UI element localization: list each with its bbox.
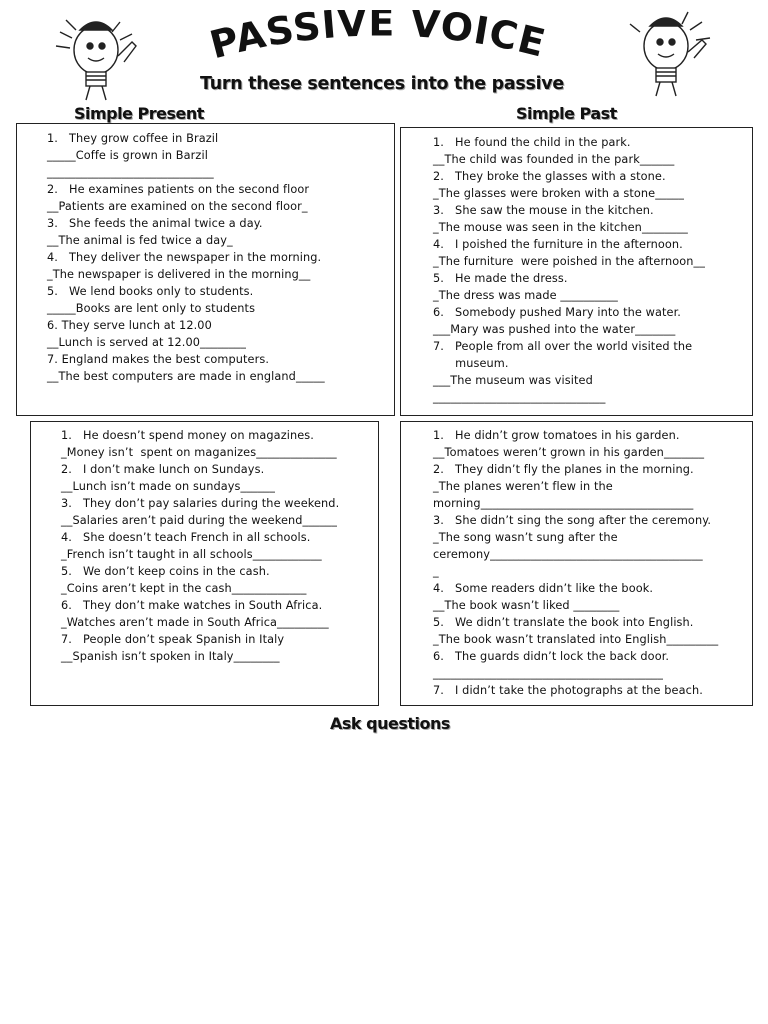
exercise-line: 5. We didn’t translate the book into English. [433,616,694,629]
exercise-line: ___Mary was pushed into the water_______ [433,323,676,336]
exercise-list [433,134,752,406]
exercise-line: __Lunch isn’t made on sundays______ [61,480,276,493]
exercise-line: _____________________________ [47,166,214,179]
exercise-list [61,427,378,665]
exercise-line: __Tomatoes weren’t grown in his garden_______ [433,446,705,459]
exercise-line: __The animal is fed twice a day_ [47,234,233,247]
exercise-line: 3. They don’t pay salaries during the weekend. [61,497,340,510]
exercise-line: _Coins aren’t kept in the cash_____________ [61,582,307,595]
exercise-line: 2. They broke the glasses with a stone. [433,170,666,183]
exercise-list [433,427,752,699]
exercise-line: __Spanish isn’t spoken in Italy________ [61,650,280,663]
exercise-line: _The newspaper is delivered in the morning__ [47,268,311,281]
exercise-line: 1. He found the child in the park. [433,136,631,149]
exercise-line: _The planes weren’t flew in the [433,480,613,493]
exercise-line: 2. They didn’t fly the planes in the morning. [433,463,694,476]
exercise-line: 6. They don’t make watches in South Africa. [61,599,323,612]
heading-simple-present: Simple Present [74,104,204,123]
exercise-line: 3. She didn’t sing the song after the ceremony. [433,514,712,527]
exercise-box-past-negative [400,421,753,706]
exercise-list [47,130,394,385]
exercise-line: _The glasses were broken with a stone_____ [433,187,684,200]
exercise-line: 2. I don’t make lunch on Sundays. [61,463,265,476]
exercise-line: 7. England makes the best computers. [47,353,270,366]
exercise-line: ceremony_____________________________________ [433,548,703,561]
exercise-line: _Watches aren’t made in South Africa_________ [61,616,329,629]
exercise-line: 3. She feeds the animal twice a day. [47,217,263,230]
exercise-line: __Patients are examined on the second floor_ [47,200,308,213]
heading-simple-past: Simple Past [516,104,617,123]
exercise-line: 1. He doesn’t spend money on magazines. [61,429,314,442]
exercise-line: 7. People don’t speak Spanish in Italy [61,633,285,646]
exercise-line: 6. They serve lunch at 12.00 [47,319,212,332]
exercise-line: 6. Somebody pushed Mary into the water. [433,306,681,319]
exercise-line: __Lunch is served at 12.00________ [47,336,247,349]
exercise-line: morning_____________________________________ [433,497,694,510]
lightbulb-mascot-right-icon [618,8,718,100]
exercise-line: 2. He examines patients on the second floor [47,183,310,196]
exercise-line: _The book wasn’t translated into English_________ [433,633,719,646]
exercise-line: _The furniture were poished in the afternoon__ [433,255,706,268]
exercise-line: 1. They grow coffee in Brazil [47,132,219,145]
heading-ask-questions: Ask questions [330,714,450,733]
exercise-line: _Money isn’t spent on maganizes______________ [61,446,337,459]
exercise-line: 6. The guards didn’t lock the back door. [433,650,670,663]
exercise-line: _____Coffe is grown in Barzil [47,149,208,162]
exercise-line: 1. He didn’t grow tomatoes in his garden. [433,429,680,442]
exercise-line: _ [433,565,439,578]
exercise-line: 5. We don’t keep coins in the cash. [61,565,270,578]
exercise-line: 7. People from all over the world visited the [433,340,693,353]
exercise-line: museum. [433,357,509,370]
exercise-line: 5. We lend books only to students. [47,285,254,298]
exercise-line: 7. I didn’t take the photographs at the beach. [433,684,703,697]
exercise-box-present-negative [30,421,379,706]
page-title [168,10,588,72]
exercise-line: __The child was founded in the park______ [433,153,675,166]
exercise-box-simple-past [400,127,753,416]
exercise-line: _The song wasn’t sung after the [433,531,618,544]
lightbulb-mascot-left-icon [50,12,150,104]
exercise-line: 4. I poished the furniture in the afternoon. [433,238,683,251]
exercise-line: ________________________________________ [433,667,663,680]
instructions-subtitle: Turn these sentences into the passive [200,74,564,94]
exercise-line: __The book wasn’t liked ________ [433,599,620,612]
exercise-line: 4. Some readers didn’t like the book. [433,582,654,595]
exercise-line: ___The museum was visited [433,374,593,387]
exercise-line: _The dress was made __________ [433,289,618,302]
exercise-line: 4. They deliver the newspaper in the morning. [47,251,322,264]
exercise-line: __Salaries aren’t paid during the weekend______ [61,514,338,527]
exercise-line: __The best computers are made in england_____ [47,370,325,383]
exercise-line: ______________________________ [433,391,606,404]
exercise-line: _The mouse was seen in the kitchen________ [433,221,688,234]
exercise-line: _____Books are lent only to students [47,302,256,315]
exercise-line: _French isn’t taught in all schools____________ [61,548,322,561]
exercise-line: 3. She saw the mouse in the kitchen. [433,204,654,217]
exercise-line: 4. She doesn’t teach French in all schools. [61,531,311,544]
exercise-line: 5. He made the dress. [433,272,568,285]
svg-text:PASSIVE VOICE: PASSIVE VOICE [205,10,551,68]
exercise-box-simple-present [16,123,395,416]
